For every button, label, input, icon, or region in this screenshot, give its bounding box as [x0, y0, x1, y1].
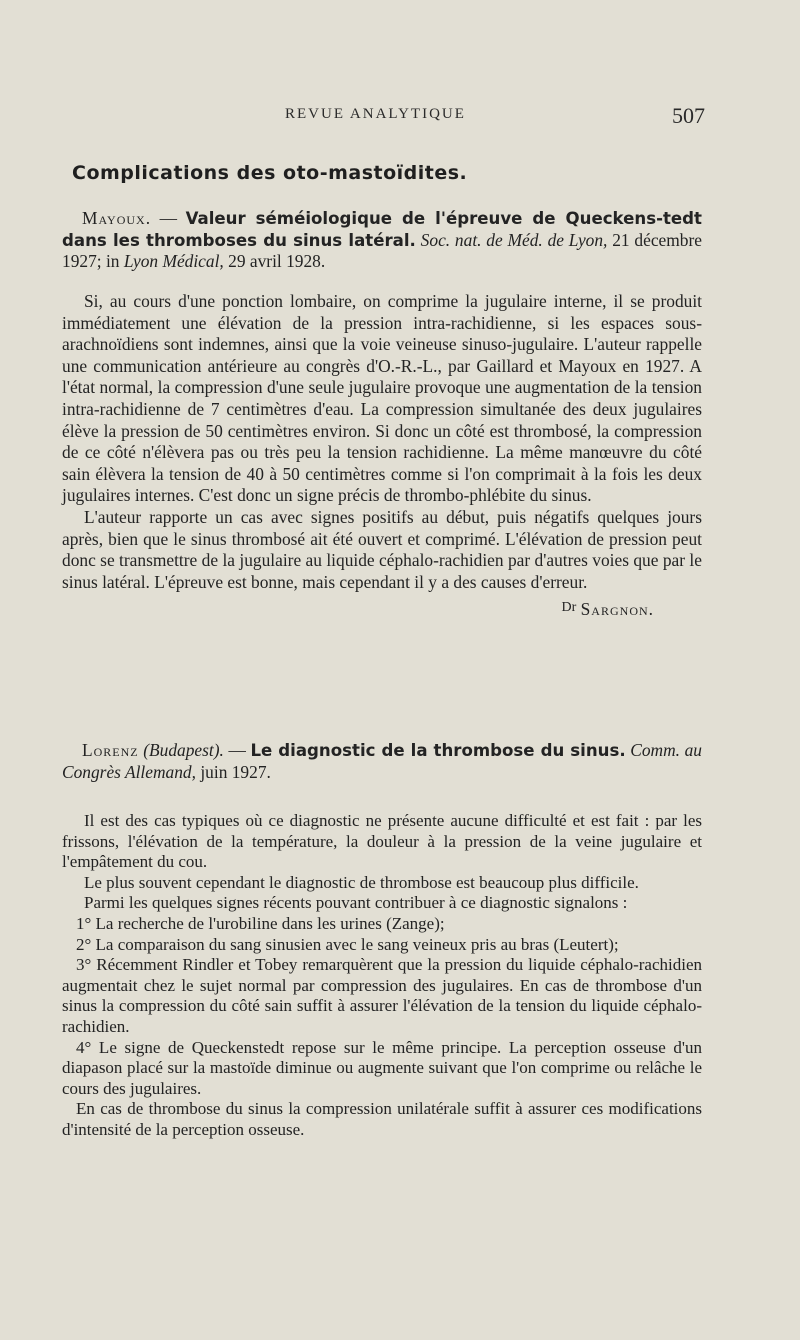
article1-paragraph: L'auteur rapporte un cas avec signes positifs au début, puis négatifs quelques jours après, bien que le sinus thrombosé ait été ouvert et comprimé. L'élévation de pression peut donc se transmettre de la jugulaire au liquide céphalo-rachidien par d'autres voies que par le sinus latéral. L'épreuve est bonne, mais cependant il y a des causes d'erreur.	[62, 506, 702, 592]
article2-list-item: 1° La recherche de l'urobiline dans les urines (Zange);	[76, 913, 445, 933]
running-head	[60, 103, 705, 132]
article2-reference	[62, 740, 702, 783]
article2-dash: —	[223, 740, 251, 760]
article1-journal1: Soc. nat. de Méd. de Lyon,	[420, 229, 608, 250]
page-number: 507	[672, 103, 705, 128]
article1-signature	[62, 597, 702, 621]
article1-date2: 29 avril 1928.	[223, 251, 326, 272]
article2-body	[62, 811, 702, 1141]
article1-body	[62, 291, 702, 621]
article2-list-item: 4° Le signe de Queckenstedt repose sur le même principe. La perception osseuse d'un diapason placé sur la mastoïde diminue ou augmente suivant que l'on comprime ou relâche le cours des jugulaires.	[62, 1037, 702, 1098]
section-heading: Complications des oto-mastoïdites.	[72, 162, 468, 184]
article2-source: Comm. au Congrès Allemand,	[62, 740, 702, 782]
article1-paragraph: Si, au cours d'une ponction lombaire, on comprime la jugulaire interne, il se produit immédiatement une élévation de la pression intra-rachidienne, si les espaces sous-arachnoïdiens sont indemnes, ainsi que la voie veineuse sinuso-jugulaire. L'auteur rappelle une communication antérieure au congrès d'O.-R.-L., par Gaillard et Mayoux en 1927. A l'état normal, la compression d'une seule jugulaire provoque une augmentation de la tension intra-rachidienne de 7 centimètres d'eau. La compression simultanée des deux jugulaires élève la pression de 50 centimètres environ. Si donc un côté est thrombosé, la compression de ce côté n'élèvera pas ou très peu la tension rachidienne. La même manœuvre du côté sain élèvera la tension de 40 à 50 centimètres comme si l'on comprimait à la fois les deux jugulaires internes. C'est donc un signe précis de thrombo-phlébite du sinus.	[62, 291, 702, 506]
article2-title: Le diagnostic de la thrombose du sinus.	[250, 741, 626, 760]
article1-date1: 21 décembre 1927; in	[62, 229, 702, 272]
article1-dash: —	[151, 208, 186, 228]
running-title: REVUE ANALYTIQUE	[285, 106, 466, 122]
article2-paragraph: Parmi les quelques signes récents pouvant contribuer à ce diagnostic signalons :	[84, 893, 628, 913]
article2-place: (Budapest).	[143, 740, 224, 760]
article2-list-item: 2° La comparaison du sang sinusien avec le sang veineux pris au bras (Leutert);	[76, 934, 619, 954]
signature-prefix: Dr	[561, 600, 577, 616]
article2-author: Lorenz	[82, 740, 139, 760]
article2-paragraph: En cas de thrombose du sinus la compression unilatérale suffit à assurer ces modifications d'intensité de la perception osseuse.	[62, 1099, 702, 1139]
signature-name: Sargnon.	[580, 599, 654, 620]
article1-author: Mayoux.	[82, 208, 152, 228]
article2-date: juin 1927.	[195, 761, 271, 782]
article2-paragraph: Il est des cas typiques où ce diagnostic ne présente aucune difficulté et est fait : par les frissons, l'élévation de la température, la douleur à la pression de la veine jugulaire et l'empâtement du cou.	[62, 811, 702, 872]
article2-list-item: 3° Récemment Rindler et Tobey remarquèrent que la pression du liquide céphalo-rachidien augmentait chez le sujet normal par compression des jugulaires. En cas de thrombose d'un sinus la compression du côté sain suffit à assurer l'élévation de la tension du liquide céphalo-rachidien.	[62, 955, 702, 1036]
article1-title: Valeur séméiologique de l'épreuve de Queckens-tedt dans les thromboses du sinus latéral.	[62, 209, 702, 250]
article2-paragraph: Le plus souvent cependant le diagnostic de thrombose est beaucoup plus difficile.	[84, 872, 639, 892]
article1-journal2: Lyon Médical,	[123, 251, 224, 272]
article1-reference	[62, 208, 702, 273]
